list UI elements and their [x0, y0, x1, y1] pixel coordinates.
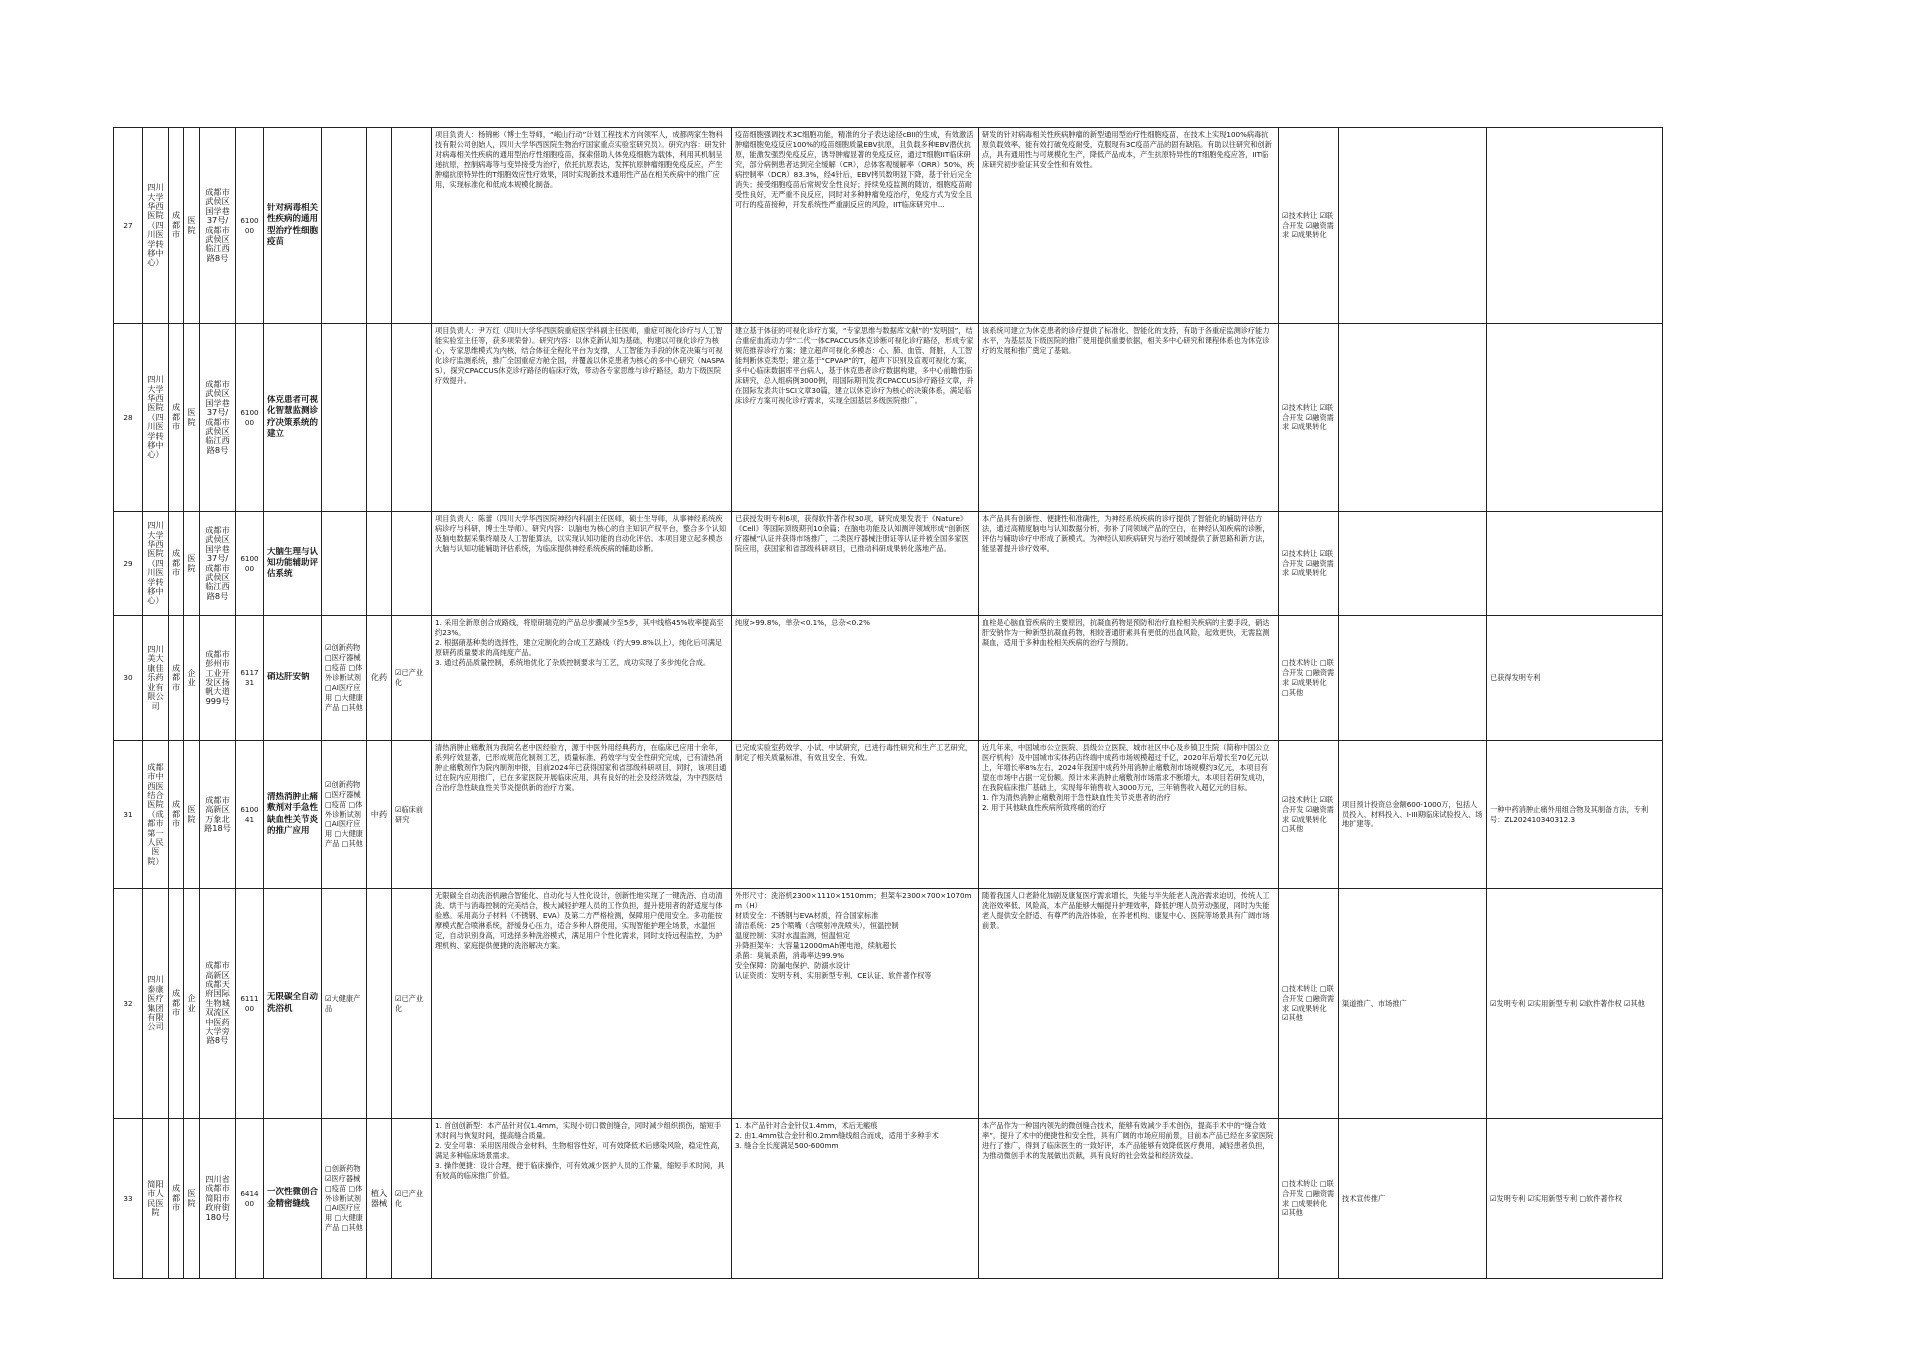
project-introduction	[432, 324, 732, 512]
row-number-text: 33	[123, 1193, 133, 1203]
project-introduction	[432, 741, 732, 889]
project-introduction-text: 清热消肿止痛敷剂为我院名老中医经验方，源于中医外用经典药方，在临床已应用十余年，系列疗效显著，已形成规范化制剂工艺，质量标准、药效学与安全性研究完成，已有清热消肿止痛敷剂作为院内制剂申报，目前2024年已获得国家和省部级科研项目，同时，该项目通过在院内应用推广，已在多家医院开展临床应用，具有良好的社会及经济效益，为中西医结合治疗急性缺血性关节炎提供新的治疗方案。	[435, 743, 727, 792]
cooperation-mode-text: ☑技术转让 ☑联合开发 ☑融资需求 ☑成果转化 □其他	[1282, 794, 1334, 834]
resource-needs-text: 项目预计投资总金额600-1000万，包括人员投入、材料投入、I-III期临床试验投入、场地扩建等。	[1342, 799, 1483, 829]
cooperation-mode-text: ☑技术转让 ☑联合开发 ☑融资需求 ☑成果转化	[1282, 402, 1334, 432]
row-number	[114, 512, 143, 616]
ip-status-text: 已获得发明专利	[1490, 673, 1541, 683]
cooperation-mode	[1279, 324, 1339, 512]
project-category-text: ☑创新药物 □医疗器械 □疫苗 □体外诊断试剂 □AI医疗应用 □大健康产品 □其他	[325, 779, 363, 849]
ip-status	[1487, 616, 1663, 741]
project-introduction-text: 项目负责人：陈蕾（四川大学华西医院神经内科副主任医师，硕士生导师，从事神经系统疾病诊疗与科研，博士生导师）。研究内容：以脑电为核心的自主知识产权平台，整合多个认知及脑电数据采集终端及人工智能算法，以实现认知功能的自动化评估。本项目建立起多模态大脑与认知功能辅助评估系统，为临床提供神经系统疾病的辅助诊断。	[435, 514, 727, 553]
org-type	[184, 128, 200, 324]
achievement-summary	[732, 512, 979, 616]
postal-code-text: 641400	[240, 1188, 259, 1208]
cooperation-mode	[1279, 741, 1339, 889]
postal-code-text: 611100	[240, 993, 259, 1013]
city-name	[169, 128, 184, 324]
market-advantage-text: 随着我国人口老龄化加剧及康复医疗需求增长，失能与半失能老人洗浴需求迫切，传统人工洗浴效率低、风险高，本产品能够大幅提升护理效率，降低护理人员劳动强度，同时为失能老人提供安全舒适、有尊严的洗浴体验，在养老机构、康复中心、医院等场景具有广阔市场前景。	[982, 891, 1270, 930]
city-name-text: 成都市	[172, 1184, 180, 1213]
org-type	[184, 889, 200, 1119]
address-text: 成都市武侯区国学巷37号/成都市武侯区临江西路8号	[205, 187, 230, 263]
project-name	[264, 741, 322, 889]
market-advantage-text: 血栓是心脑血管疾病的主要原因，抗凝血药物是预防和治疗血栓相关疾病的主要手段，硝达肝安钠作为一种新型抗凝血药物，相较普通肝素具有更低的出血风险，起效更快，无需监测凝血，适用于多种血栓相关疾病的治疗与预防。	[982, 618, 1270, 647]
project-introduction-text: 项目负责人：杨锦彬（博士生导师，“岷山行动”计划工程技术方向领军人，成都两家生物科技有限公司创始人，四川大学华西医院生物治疗国家重点实验室研究员）。研究内容：研发针对病毒相关性疾病的通用型治疗性细胞疫苗，探索借助人体免疫细胞为载体，利用其机制呈递抗原，控制病毒等与变异接受为治疗，依托抗原表达，发挥抗原肿瘤细胞免疫反应，产生肿瘤抗原特异性的T细胞效应性疗效果，同时实现新技术通用性产品在相关疾病中的推广应用，实现标准化和低成本规模化制备。	[435, 130, 727, 189]
project-stage	[392, 128, 432, 324]
address-text: 成都市彭州市工业开发区扬帆大道999号	[205, 649, 230, 706]
org-type-text: 医院	[187, 408, 196, 427]
city-name	[169, 512, 184, 616]
achievement-summary	[732, 889, 979, 1119]
project-stage	[392, 889, 432, 1119]
market-advantage	[979, 889, 1279, 1119]
row-number-text: 27	[123, 220, 133, 230]
project-category	[322, 1119, 367, 1279]
org-type-text: 企业	[187, 994, 196, 1013]
project-name-text: 清热消肿止痛敷剂对手急性缺血性关节炎的推广应用	[267, 792, 318, 836]
address-text: 成都市武侯区国学巷37号/成都市武侯区临江西路8号	[205, 525, 230, 601]
cooperation-mode	[1279, 889, 1339, 1119]
city-name	[169, 324, 184, 512]
achievement-summary-text: 外形尺寸：洗浴机2300×1110×1510mm；担架车2300×700×1070mm（H） 材质安全：不锈钢与EVA材质，符合国家标准 清洁系统：25个喷嘴（含喷射冲洗喷头），恒温控制 温度控制：实时水温监测，恒温恒定 升降担架车：大容量12000mAh锂电池，续航超长 杀菌：臭氧杀菌，消毒率达99.9% 安全保障：防漏电保护、防溺水设计 认证资质：发明专利、实用新型专利、CE认证、软件著作权等	[735, 891, 972, 980]
market-advantage	[979, 741, 1279, 889]
organization-name-text: 成都市中西医结合医院（成都市第一人民医院）	[147, 762, 164, 866]
organization-name-text: 四川大学华西医院（四川医学转移中心）	[147, 183, 164, 268]
market-advantage	[979, 128, 1279, 324]
organization-name	[143, 1119, 169, 1279]
postal-code	[236, 324, 264, 512]
project-category	[322, 324, 367, 512]
project-name-text: 无限碳全自动洗浴机	[267, 992, 318, 1014]
cooperation-mode-text: ☑技术转让 ☑联合开发 ☑融资需求 ☑成果转化	[1282, 548, 1334, 578]
project-table	[113, 127, 1663, 1279]
postal-code-text: 611731	[240, 668, 259, 687]
achievement-summary	[732, 741, 979, 889]
resource-needs-text: 渠道推广、市场推广	[1342, 998, 1407, 1008]
postal-code-text: 610000	[240, 215, 259, 235]
project-name-text: 针对病毒相关性疾病的通用型治疗性细胞疫苗	[267, 203, 318, 247]
project-category	[322, 741, 367, 889]
market-advantage	[979, 512, 1279, 616]
table-row	[114, 512, 1663, 616]
achievement-summary	[732, 616, 979, 741]
project-category-text: ☑大健康产品	[325, 993, 361, 1013]
organization-name-text: 四川美大康佳乐药业有限公司	[147, 645, 164, 711]
organization-name-text: 四川大学华西医院（四川医学转移中心）	[147, 375, 164, 460]
project-introduction-text: 无限碳全自动洗浴机融合智能化、自动化与人性化设计，创新性地实现了一键洗浴、自动清洗、烘干与消毒控制的完美结合，极大减轻护理人员的工作负担，提升使用者的舒适度与体验感。采用高分子材料（不锈钢、EVA）及第二方严格检测，保障用户使用安全。多功能按摩模式配合喷淋系统，舒缓身心压力，适合多种人群使用，实现智能护理全场景，水温恒定，自动识别身高，可选择多种洗浴模式，满足用户个性化需求，同时支持远程监控，为护理机构、家庭提供便捷的洗浴解决方案。	[435, 891, 723, 950]
cooperation-mode	[1279, 616, 1339, 741]
org-type	[184, 616, 200, 741]
project-category	[322, 616, 367, 741]
cooperation-mode-text: □技术转让 □联合开发 □融资需求 ☑成果转化 □其他	[1282, 658, 1335, 697]
project-category	[322, 128, 367, 324]
org-type-text: 医院	[187, 1189, 196, 1208]
organization-name	[143, 128, 169, 324]
tech-field-text: 中药	[370, 809, 388, 819]
resource-needs	[1339, 741, 1487, 889]
address	[200, 1119, 236, 1279]
organization-name	[143, 512, 169, 616]
resource-needs	[1339, 889, 1487, 1119]
tech-field-text: 植入器械	[370, 1189, 388, 1208]
table-row	[114, 889, 1663, 1119]
address-text: 四川省成都市简阳市政府街180号	[205, 1174, 230, 1222]
tech-field	[367, 512, 392, 616]
postal-code	[236, 1119, 264, 1279]
city-name	[169, 889, 184, 1119]
postal-code	[236, 128, 264, 324]
cooperation-mode-text: □技术转让 □联合开发 □融资需求 □成果转化 ☑其他	[1282, 1178, 1335, 1218]
project-introduction	[432, 128, 732, 324]
table-row	[114, 741, 1663, 889]
city-name-text: 成都市	[172, 211, 180, 240]
org-type	[184, 512, 200, 616]
project-stage-text: ☑已产业化	[395, 993, 424, 1013]
achievement-summary-text: 疫苗细胞强调技术3C细胞功能，精准的分子表达途径cBII的生成，有效激活肿瘤细胞免疫反应100%的疫苗细胞质量EBV抗原，且负载多种EBV潜伏抗原，能激发强烈免疫反应，诱导肿瘤显著的免疫反应，通过T细胞IIT临床研究，部分病例患者达到完全缓解（CR），总体客观缓解率（ORR）50%，疾病控制率（DCR）83.3%，经4针后，EBV拷贝数明显下降，基于针后完全消失；接受细胞疫苗后常规安全性良好；持续免疫监测的随访，细胞疫苗耐受性良好，无严重不良反应，同时对多种肿瘤免疫治疗，免疫方式为安全且可行的疫苗接种，开发系统性严重副反应的风险，IIT临床研究中...	[735, 130, 975, 209]
project-stage	[392, 741, 432, 889]
address	[200, 741, 236, 889]
org-type	[184, 1119, 200, 1279]
cooperation-mode	[1279, 512, 1339, 616]
tech-field	[367, 128, 392, 324]
ip-status	[1487, 324, 1663, 512]
table-row	[114, 128, 1663, 324]
org-type-text: 医院	[187, 805, 196, 824]
ip-status-text: ☑发明专利 ☑实用新型专利 ☑软件著作权 ☑其他	[1490, 998, 1645, 1008]
tech-field	[367, 1119, 392, 1279]
ip-status	[1487, 512, 1663, 616]
project-name	[264, 128, 322, 324]
project-introduction-text: 1. 首创创新型：本产品针对仅1.4mm，实现小切口微创缝合，同时减少组织损伤，缩短手术时间与恢复时间，提高缝合质量。 2. 安全可靠：采用医用级合金材料，生物相容性好，可有效降低术后感染风险，稳定性高，满足多种临床场景需求。 3. 操作便捷：设计合理，便于临床操作，可有效减少医护人员的工作量，缩短手术时间，具有较高的临床推广价值。	[435, 1121, 725, 1180]
project-stage-text: ☑已产业化	[395, 668, 424, 687]
row-number	[114, 741, 143, 889]
achievement-summary	[732, 1119, 979, 1279]
project-name-text: 大脑生理与认知功能辅助评估系统	[267, 546, 318, 580]
project-introduction	[432, 616, 732, 741]
row-number-text: 31	[123, 809, 133, 819]
project-name	[264, 1119, 322, 1279]
city-name-text: 成都市	[172, 663, 180, 692]
market-advantage-text: 近几年来，中国城市公立医院、县级公立医院、城市社区中心及乡镇卫生院（简称中国公立医疗机构）及中国城市实体药店终端中成药市场规模超过千亿，2020年后增长至70亿元以上，年增长率8%左右，2024年我国中成药外用消肿止痛敷剂市场规模约3亿元，本项目有望在市场中占据一定份额。预计未来消肿止痛敷剂市场需求不断增大，本项目若研发成功，在我院临床推广基础上，实现每年销售收入3000万元，三年销售收入超亿元的目标。 1. 作为清热消肿止痛敷剂用于急性缺血性关节炎患者的治疗 2. 用于其他缺血性疾病所致疼痛的治疗	[982, 743, 1270, 812]
ip-status	[1487, 1119, 1663, 1279]
project-introduction	[432, 889, 732, 1119]
postal-code	[236, 741, 264, 889]
city-name-text: 成都市	[172, 989, 180, 1018]
postal-code	[236, 889, 264, 1119]
address-text: 成都市武侯区国学巷37号/成都市武侯区临江西路8号	[205, 379, 230, 455]
organization-name	[143, 889, 169, 1119]
org-type	[184, 324, 200, 512]
organization-name	[143, 741, 169, 889]
city-name	[169, 1119, 184, 1279]
address-text: 成都市高新区万象北路18号	[204, 795, 231, 833]
organization-name	[143, 324, 169, 512]
table-row	[114, 616, 1663, 741]
resource-needs-text: 技术宣传推广	[1342, 1193, 1386, 1203]
org-type-text: 企业	[187, 668, 196, 687]
postal-code-text: 610041	[240, 804, 259, 824]
row-number-text: 32	[123, 998, 133, 1008]
city-name	[169, 741, 184, 889]
achievement-summary-text: 建立基于体征的可视化诊疗方案，“专家思维与数据库文献”的“发明国”，结合重症血流动力学“二代一体CPACCUS休克诊断可视化诊疗路径，形成专家规范推荐诊疗方案；建立超声可视化多模态：心、肺、血管、肾脏，人工智能判断休克类型；建立基于“CPVAP”的T，超声下识别及直观可视化方案，多中心临床数据库平台病人，基于休克患者诊疗数据构建，多中心前瞻性临床研究，总入组病例3000例，用国际期刊发表CPACCUS诊疗路径文章，并在国际发表共计SCI文章30篇，建立以休克诊疗为核心的决策体系，满足临床诊疗方案可视化诊疗需求，实现全国基层多级医院推广。	[735, 326, 974, 405]
tech-field	[367, 324, 392, 512]
project-stage	[392, 324, 432, 512]
table-row	[114, 324, 1663, 512]
ip-status	[1487, 741, 1663, 889]
market-advantage-text: 研发的针对病毒相关性疾病肿瘤的新型通用型治疗性细胞疫苗，在技术上实现100%病毒抗原负载效率，能有效打破免疫耐受，克服现有3C疫苗产品的固有缺陷。有助以往研究和创新点，具有通用性与可规模化生产，降低产品成本，产生抗原特异性的T细胞免疫应答，IIT临床研究初步验证其安全性和有效性。	[982, 130, 1272, 169]
project-stage-text: ☑已产业化	[395, 1188, 424, 1208]
tech-field	[367, 889, 392, 1119]
achievement-summary-text: 已完成实验室药效学、小试、中试研究，已进行毒性研究和生产工艺研究，制定了相关质量标准，有效且安全、有效。	[735, 743, 973, 762]
postal-code	[236, 616, 264, 741]
achievement-summary	[732, 128, 979, 324]
cooperation-mode-text: □技术转让 □联合开发 □融资需求 ☑成果转化 ☑其他	[1282, 983, 1335, 1023]
ip-status-text: 一种中药消肿止痛外用组合物及其制备方法，专利号：ZL202410340312.3	[1490, 804, 1649, 824]
city-name-text: 成都市	[172, 403, 180, 432]
address	[200, 324, 236, 512]
row-number-text: 30	[123, 673, 133, 683]
resource-needs	[1339, 512, 1487, 616]
tech-field-text: 化药	[370, 673, 388, 683]
organization-name	[143, 616, 169, 741]
organization-name-text: 简阳市人民医院	[147, 1179, 164, 1217]
project-name-text: 体克患者可视化智慧监测诊疗决策系统的建立	[267, 395, 318, 439]
ip-status-text: ☑发明专利 ☑实用新型专利 □软件著作权	[1490, 1193, 1623, 1203]
project-stage-text: ☑临床前研究	[395, 804, 424, 824]
market-advantage	[979, 616, 1279, 741]
address	[200, 616, 236, 741]
project-stage	[392, 616, 432, 741]
postal-code	[236, 512, 264, 616]
table-row	[114, 1119, 1663, 1279]
row-number	[114, 324, 143, 512]
market-advantage	[979, 1119, 1279, 1279]
project-name-text: 硝达肝安钠	[267, 672, 310, 683]
postal-code-text: 610000	[240, 553, 259, 573]
cooperation-mode	[1279, 1119, 1339, 1279]
project-stage	[392, 512, 432, 616]
project-name	[264, 889, 322, 1119]
address	[200, 512, 236, 616]
market-advantage-text: 本产品作为一种国内领先的微创缝合技术，能够有效减少手术创伤，提高手术中的“缝合效率”，提升了术中的便捷性和安全性，具有广阔的市场应用前景，目前本产品已经在多家医院进行了推广，得到了临床医生的一致好评，本产品能够有效降低医疗费用，减轻患者负担，为推动微创手术的发展做出贡献，具有良好的社会效益和经济效益。	[982, 1121, 1274, 1160]
project-name	[264, 324, 322, 512]
organization-name-text: 四川泰康医疗集团有限公司	[147, 975, 164, 1032]
resource-needs	[1339, 128, 1487, 324]
project-introduction-text: 项目负责人：尹万红（四川大学华西医院重症医学科副主任医师，重症可视化诊疗与人工智能实验室主任等，获多项荣誉）。研究内容：以休克新认知为基础，构建以可视化诊疗为核心，专家思维模式为内核，结合体征全程化平台为支撑，人工智能为手段的休克决策与可视化诊疗监测系统，推广全国重症方舱全国，并覆盖以休克患者为核心的多中心研究（NASPAS），探究CPACCUS休克诊疗路径的临床疗效，带动各专家思维与诊疗路径，助力下级医院疗效提升。	[435, 326, 725, 385]
project-category	[322, 512, 367, 616]
city-name	[169, 616, 184, 741]
address	[200, 889, 236, 1119]
address	[200, 128, 236, 324]
ip-status	[1487, 889, 1663, 1119]
row-number	[114, 616, 143, 741]
achievement-summary-text: 已获授发明专利6项，获得软件著作权30项，研究成果发表于《Nature》《Cell》等国际顶级期刊10余篇；在脑电功能及认知测评领域形成“创新医疗器械”认证并获得市场推广，二类医疗器械注册证等认证并被全国多家医院应用，获国家和省部级科研项目，已推动科研成果转化落地产品。	[735, 514, 970, 553]
achievement-summary-text: 1. 本产品针对合金针仅1.4mm，术后无瘢痕 2. 由1.4mm钛合金针和0.2mm缝线组合而成，适用于多种手术 3. 缝合全长度满足500-600mm	[735, 1121, 939, 1150]
project-name	[264, 512, 322, 616]
row-number-text: 29	[123, 558, 133, 568]
cooperation-mode-text: ☑技术转让 ☑联合开发 ☑融资需求 ☑成果转化	[1282, 210, 1334, 240]
market-advantage-text: 本产品具有创新性、便捷性和准确性，为神经系统疾病的诊疗提供了智能化的辅助评估方法，通过高精度脑电与认知数据分析，弥补了同领域产品的空白，在神经认知疾病的诊断，评估与辅助诊疗中形成了新模式。为神经认知疾病研究与治疗领域提供了新思路和新方法，能显著提升诊疗效率。	[982, 514, 1270, 553]
project-introduction	[432, 512, 732, 616]
resource-needs	[1339, 324, 1487, 512]
tech-field	[367, 616, 392, 741]
project-name	[264, 616, 322, 741]
organization-name-text: 四川大学华西医院（四川医学转移中心）	[147, 521, 164, 606]
row-number	[114, 128, 143, 324]
ip-status	[1487, 128, 1663, 324]
city-name-text: 成都市	[172, 549, 180, 578]
project-category-text: ☑创新药物 □医疗器械 □疫苗 □体外诊断试剂 □AI医疗应用 □大健康产品 □其他	[325, 643, 363, 712]
project-introduction	[432, 1119, 732, 1279]
project-name-text: 一次性微创合金精密缝线	[267, 1187, 318, 1209]
org-type	[184, 741, 200, 889]
resource-needs	[1339, 1119, 1487, 1279]
achievement-summary	[732, 324, 979, 512]
row-number	[114, 1119, 143, 1279]
market-advantage-text: 该系统可建立为休克患者的诊疗提供了标准化、智能化的支持，有助于各重症监测诊疗能力水平，为基层及下级医院的推广使用提供重要依据，相关多中心研究和课程体系也为休克诊疗的发展和推广奠定了基础。	[982, 326, 1270, 355]
project-introduction-text: 1. 采用全新原创合成路线，将原研瑞克的产品总步骤减少至5步，其中线格45%收率提高至约23%。 2. 根据硝基种类的选择性，建立定制化的合成工艺路线（约大99.8%以上），纯化后可满足原研药质量要求的高纯度产品。 3. 通过药品质量控制，系统地优化了杂质控制要求与工艺，成功实现了多步纯化合成。	[435, 618, 724, 667]
resource-needs	[1339, 616, 1487, 741]
tech-field	[367, 741, 392, 889]
market-advantage	[979, 324, 1279, 512]
row-number	[114, 889, 143, 1119]
address-text: 成都市高新区成都天府国际生物城双流区中医药大学旁路8号	[205, 961, 230, 1046]
project-stage	[392, 1119, 432, 1279]
postal-code-text: 610000	[240, 407, 259, 427]
cooperation-mode	[1279, 128, 1339, 324]
org-type-text: 医院	[187, 554, 196, 573]
project-category	[322, 889, 367, 1119]
project-category-text: □创新药物 ☑医疗器械 □疫苗 □体外诊断试剂 □AI医疗应用 □大健康产品 □其他	[325, 1163, 363, 1233]
city-name-text: 成都市	[172, 800, 180, 829]
org-type-text: 医院	[187, 216, 196, 235]
achievement-summary-text: 纯度>99.8%，单杂<0.1%，总杂<0.2%	[735, 618, 870, 627]
row-number-text: 28	[123, 412, 133, 422]
